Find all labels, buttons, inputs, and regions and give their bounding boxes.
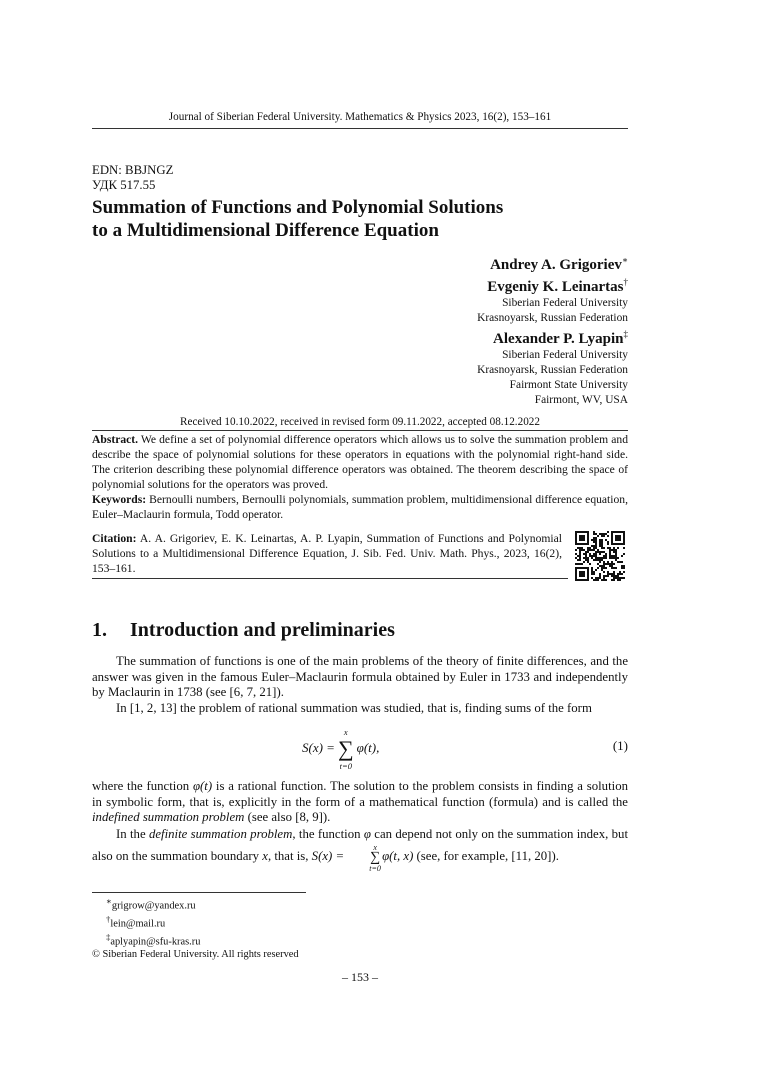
equation-1: S(x) = ∑ x t=0 φ(t), (1) (302, 727, 628, 771)
affiliation: Siberian Federal University (502, 349, 628, 361)
author-name: Evgeniy K. Leinartas† (487, 277, 628, 295)
footnote: ‡aplyapin@sfu-kras.ru (106, 932, 201, 948)
abstract-rule (92, 430, 628, 431)
paragraph: In [1, 2, 13] the problem of rational summation was studied, that is, finding sums of the form (116, 700, 592, 715)
received-dates: Received 10.10.2022, received in revised form 09.11.2022, accepted 08.12.2022 (180, 416, 540, 428)
authors-block (477, 252, 628, 408)
footnote: ∗grigrow@yandex.ru (106, 896, 196, 912)
citation: Citation: A. A. Grigoriev, E. K. Leinartas, A. P. Lyapin, Summation of Functions and Polynomial Solutions to a Multidimensional Difference Equation, J. Sib. Fed. Univ. Math. Phys., 2023, 16(2), 153–161. (92, 532, 562, 575)
paragraph: where the function φ(t) is a rational function. The solution to the problem consists in finding a solution in symbolic form, that is, explicitly in the form of a mathematical function (formula) and is called the indefined summation problem (see also [8, 9]). (92, 779, 628, 825)
author-name: Andrey A. Grigoriev∗ (490, 255, 628, 273)
affiliation: Fairmont State University (509, 379, 628, 391)
affiliation: Siberian Federal University (502, 297, 628, 309)
title-line-1: Summation of Functions and Polynomial Solutions (92, 197, 504, 218)
affiliation: Fairmont, WV, USA (534, 394, 628, 406)
intro-text-bottom (92, 779, 629, 873)
udk: УДК 517.55 (92, 178, 156, 192)
page-number: – 153 – (342, 970, 378, 984)
paragraph: In the definite summation problem, the function φ can depend not only on the summation index, but also on the summation boundary x, that is, S(x) = ∑ x t=0 φ(t, x) (see, for example, [11, 20]). (92, 826, 629, 873)
qr-code[interactable] (575, 531, 625, 581)
sum-symbol: ∑ x t=0 (369, 842, 381, 873)
citation-rule (92, 578, 568, 579)
journal-header: Journal of Siberian Federal University. Mathematics & Physics 2023, 16(2), 153–161 (168, 111, 552, 123)
footnotes (92, 895, 299, 962)
paragraph: The summation of functions is one of the main problems of the theory of finite differences, and the answer was given in the famous Euler–Maclaurin formula obtained by Euler in 1733 and independently by Maclaurin in 1738 (see [6, 7, 21]). (92, 654, 628, 700)
abstract: Abstract. We define a set of polynomial difference operators which allows us to solve the summation problem and describe the space of polynomial solutions for these operators in equations with the polynomial right-hand side. The criterion describing these polynomial difference operators was obtained. The theorem describing the space of polynomial solutions for the operators was proved. (92, 433, 628, 491)
title-line-2: to a Multidimensional Difference Equation (92, 220, 439, 241)
equation-number: (1) (612, 738, 628, 753)
sum-symbol: ∑ x t=0 (337, 727, 354, 771)
edn: EDN: BBJNGZ (92, 163, 174, 177)
header-rule (92, 128, 628, 129)
section-heading: 1. Introduction and preliminaries (92, 619, 395, 641)
keywords: Keywords: Bernoulli numbers, Bernoulli polynomials, summation problem, multidimensional difference equation, Euler–Maclaurin formula, Todd operator. (92, 493, 628, 521)
footnote: †lein@mail.ru (106, 914, 166, 930)
footnote-rule (92, 892, 306, 893)
paper-title (92, 196, 612, 242)
affiliation: Krasnoyarsk, Russian Federation (477, 364, 628, 376)
intro-text-top (92, 654, 628, 716)
affiliation: Krasnoyarsk, Russian Federation (477, 312, 628, 324)
author-name: Alexander P. Lyapin‡ (493, 329, 628, 347)
copyright: © Siberian Federal University. All rights reserved (92, 949, 299, 961)
